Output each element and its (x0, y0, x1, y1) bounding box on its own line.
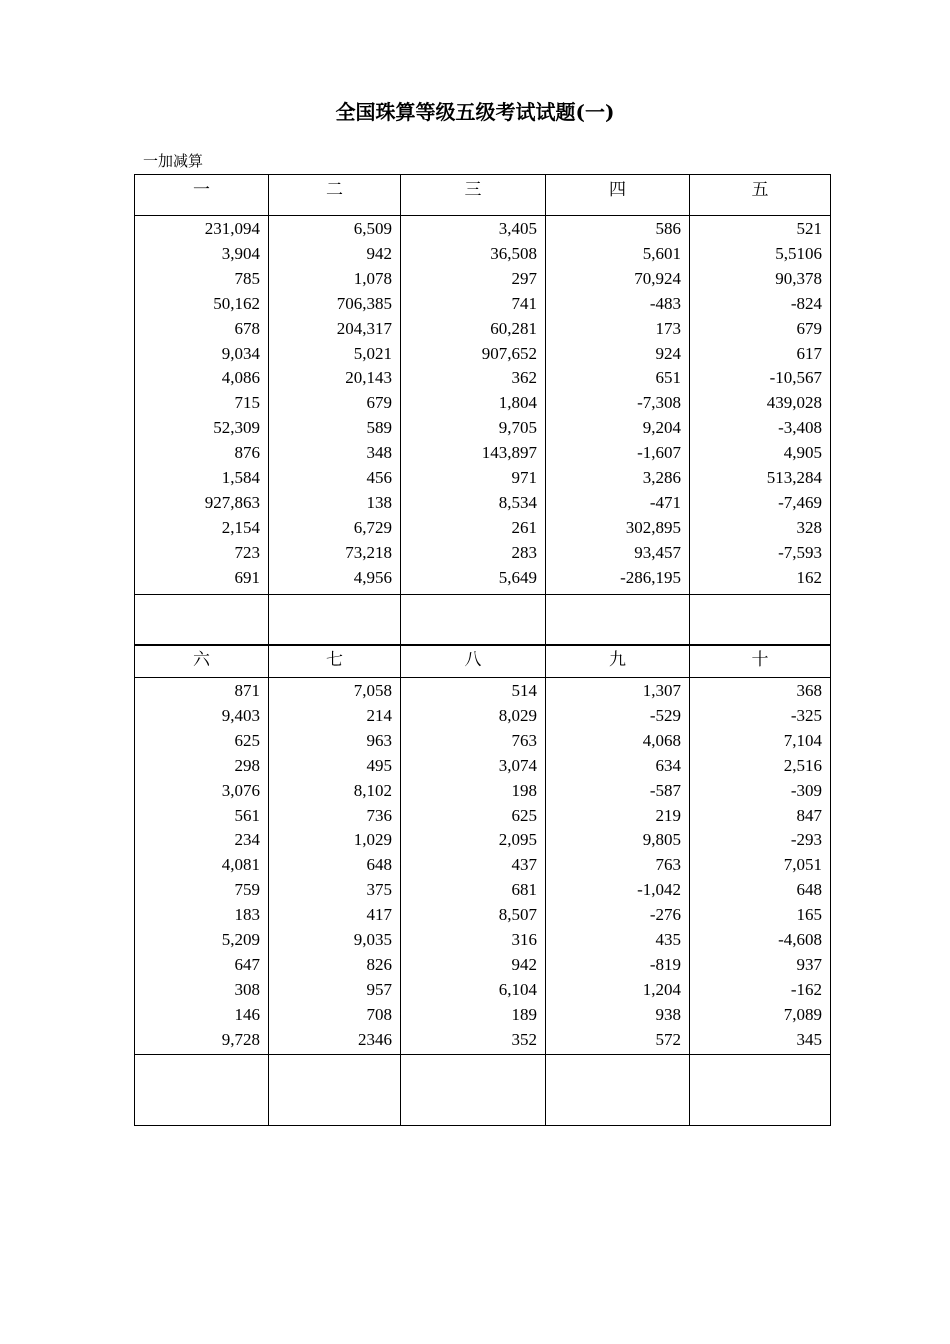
number-value: 5,649 (498, 567, 537, 587)
number-value: -10,567 (769, 368, 822, 388)
number-value: 8,102 (353, 780, 392, 800)
exam-table-2 (134, 644, 831, 1126)
number-value: 165 (796, 905, 822, 925)
number-value: 204,317 (336, 318, 392, 338)
number-value: 514 (511, 681, 537, 700)
column-header: 八 (401, 645, 546, 678)
answer-cell[interactable] (135, 595, 269, 646)
number-value: 2,095 (498, 830, 537, 850)
number-value: 9,403 (221, 705, 260, 725)
numbers-row (135, 216, 831, 595)
number-value: 937 (796, 954, 822, 974)
number-value: 759 (234, 880, 260, 900)
answer-row (135, 1055, 831, 1126)
answer-cell[interactable] (546, 1055, 690, 1126)
number-value: 7,104 (783, 730, 822, 750)
number-value: -819 (649, 954, 681, 974)
exam-table-1 (134, 174, 831, 646)
answer-cell[interactable] (269, 1055, 401, 1126)
number-value: 723 (234, 542, 260, 562)
number-value: 146 (234, 1004, 260, 1024)
number-value: -7,593 (778, 542, 822, 562)
number-value: 189 (511, 1004, 537, 1024)
number-value: -1,042 (637, 880, 681, 900)
number-value: 417 (366, 905, 392, 925)
number-value: 437 (511, 855, 537, 875)
number-value: 9,035 (353, 930, 392, 950)
number-value: 173 (655, 318, 681, 338)
number-value: 3,904 (221, 243, 260, 263)
number-column (269, 216, 401, 595)
number-column (135, 216, 269, 595)
number-value: 231,094 (204, 219, 260, 238)
number-value: 513,284 (766, 468, 822, 488)
answer-cell[interactable] (690, 595, 831, 646)
number-value: -587 (649, 780, 681, 800)
number-value: -286,195 (620, 567, 681, 587)
answer-cell[interactable] (401, 595, 546, 646)
number-value: 143,897 (481, 443, 537, 463)
number-value: 3,405 (498, 219, 537, 238)
number-value: 283 (511, 542, 537, 562)
number-value: 924 (655, 343, 681, 363)
column-header: 七 (269, 645, 401, 678)
number-value: 681 (511, 880, 537, 900)
column-header: 一 (135, 175, 269, 216)
number-value: -325 (790, 705, 822, 725)
number-value: 352 (511, 1029, 537, 1049)
number-value: 2346 (358, 1029, 392, 1049)
number-value: 6,509 (353, 219, 392, 238)
number-value: 7,089 (783, 1004, 822, 1024)
number-value: 308 (234, 979, 260, 999)
number-value: 617 (796, 343, 822, 363)
number-value: 927,863 (204, 492, 260, 512)
number-value: 70,924 (634, 268, 681, 288)
number-value: -529 (649, 705, 681, 725)
number-value: 847 (796, 805, 822, 825)
number-value: 6,104 (498, 979, 537, 999)
number-value: 435 (655, 930, 681, 950)
number-value: 214 (366, 705, 392, 725)
number-value: 521 (796, 219, 822, 238)
number-value: -7,469 (778, 492, 822, 512)
number-column (690, 216, 831, 595)
number-value: -1,607 (637, 443, 681, 463)
number-value: 785 (234, 268, 260, 288)
number-column (401, 678, 546, 1055)
number-value: -293 (790, 830, 822, 850)
number-value: 456 (366, 468, 392, 488)
number-value: 4,086 (221, 368, 260, 388)
number-value: 316 (511, 930, 537, 950)
column-header: 五 (690, 175, 831, 216)
number-value: 297 (511, 268, 537, 288)
number-column (269, 678, 401, 1055)
number-value: 957 (366, 979, 392, 999)
number-value: 679 (366, 393, 392, 413)
number-value: 6,729 (353, 517, 392, 537)
number-value: 162 (796, 567, 822, 587)
number-value: 9,204 (642, 418, 681, 438)
number-value: 826 (366, 954, 392, 974)
number-value: -276 (649, 905, 681, 925)
header-row (135, 645, 831, 678)
number-value: 1,804 (498, 393, 537, 413)
number-value: 561 (234, 805, 260, 825)
answer-cell[interactable] (401, 1055, 546, 1126)
number-value: 691 (234, 567, 260, 587)
number-value: 4,905 (783, 443, 822, 463)
number-value: 368 (796, 681, 822, 700)
number-value: 634 (655, 755, 681, 775)
number-value: -309 (790, 780, 822, 800)
number-value: 715 (234, 393, 260, 413)
number-value: 7,058 (353, 681, 392, 700)
number-value: 138 (366, 492, 392, 512)
column-header: 十 (690, 645, 831, 678)
number-value: 876 (234, 443, 260, 463)
number-value: 1,078 (353, 268, 392, 288)
number-column (546, 216, 690, 595)
number-value: 763 (511, 730, 537, 750)
number-value: 348 (366, 443, 392, 463)
number-value: 90,378 (775, 268, 822, 288)
number-value: 36,508 (490, 243, 537, 263)
number-column (135, 678, 269, 1055)
number-value: 625 (511, 805, 537, 825)
number-column (401, 216, 546, 595)
number-value: 5,601 (642, 243, 681, 263)
number-value: 73,218 (345, 542, 392, 562)
number-value: 183 (234, 905, 260, 925)
number-value: 648 (366, 855, 392, 875)
number-value: 4,081 (221, 855, 260, 875)
number-value: 963 (366, 730, 392, 750)
number-value: -824 (790, 293, 822, 313)
answer-cell[interactable] (690, 1055, 831, 1126)
number-value: 942 (366, 243, 392, 263)
number-value: 4,956 (353, 567, 392, 587)
number-value: 708 (366, 1004, 392, 1024)
number-value: 589 (366, 418, 392, 438)
number-value: 345 (796, 1029, 822, 1049)
number-value: 5,209 (221, 930, 260, 950)
number-value: 9,705 (498, 418, 537, 438)
number-value: 1,307 (642, 681, 681, 700)
number-value: 9,805 (642, 830, 681, 850)
number-value: 648 (796, 880, 822, 900)
number-value: 3,074 (498, 755, 537, 775)
number-value: 328 (796, 517, 822, 537)
number-value: 1,584 (221, 468, 260, 488)
number-value: 736 (366, 805, 392, 825)
numbers-row (135, 678, 831, 1055)
column-header: 六 (135, 645, 269, 678)
answer-row (135, 595, 831, 646)
answer-cell[interactable] (546, 595, 690, 646)
number-value: -471 (649, 492, 681, 512)
number-value: 362 (511, 368, 537, 388)
number-value: 938 (655, 1004, 681, 1024)
number-value: 2,154 (221, 517, 260, 537)
column-header: 二 (269, 175, 401, 216)
number-value: 1,029 (353, 830, 392, 850)
number-value: 93,457 (634, 542, 681, 562)
number-value: 706,385 (336, 293, 392, 313)
number-value: 198 (511, 780, 537, 800)
number-value: 8,029 (498, 705, 537, 725)
number-value: 651 (655, 368, 681, 388)
column-header: 四 (546, 175, 690, 216)
number-value: -4,608 (778, 930, 822, 950)
header-row (135, 175, 831, 216)
number-value: 234 (234, 830, 260, 850)
number-value: 8,507 (498, 905, 537, 925)
number-column (690, 678, 831, 1055)
number-value: 60,281 (490, 318, 537, 338)
number-value: 302,895 (625, 517, 681, 537)
number-value: 3,286 (642, 468, 681, 488)
number-value: 219 (655, 805, 681, 825)
section-label: 一加减算 (143, 152, 204, 170)
number-column (546, 678, 690, 1055)
number-value: 5,5106 (775, 243, 822, 263)
number-value: 3,076 (221, 780, 260, 800)
number-value: -7,308 (637, 393, 681, 413)
number-value: 439,028 (766, 393, 822, 413)
number-value: 261 (511, 517, 537, 537)
number-value: 942 (511, 954, 537, 974)
answer-cell[interactable] (135, 1055, 269, 1126)
number-value: -162 (790, 979, 822, 999)
number-value: 5,021 (353, 343, 392, 363)
number-value: 20,143 (345, 368, 392, 388)
number-value: 50,162 (213, 293, 260, 313)
number-value: 52,309 (213, 418, 260, 438)
number-value: 7,051 (783, 855, 822, 875)
number-value: -3,408 (778, 418, 822, 438)
number-value: 572 (655, 1029, 681, 1049)
number-value: 625 (234, 730, 260, 750)
number-value: 495 (366, 755, 392, 775)
number-value: -483 (649, 293, 681, 313)
number-value: 763 (655, 855, 681, 875)
number-value: 586 (655, 219, 681, 238)
number-value: 2,516 (783, 755, 822, 775)
number-value: 647 (234, 954, 260, 974)
number-value: 298 (234, 755, 260, 775)
number-value: 871 (234, 681, 260, 700)
number-value: 1,204 (642, 979, 681, 999)
column-header: 九 (546, 645, 690, 678)
number-value: 741 (511, 293, 537, 313)
number-value: 375 (366, 880, 392, 900)
number-value: 679 (796, 318, 822, 338)
number-value: 678 (234, 318, 260, 338)
page-title: 全国珠算等级五级考试试题(一) (335, 100, 615, 124)
number-value: 9,728 (221, 1029, 260, 1049)
column-header: 三 (401, 175, 546, 216)
number-value: 9,034 (221, 343, 260, 363)
answer-cell[interactable] (269, 595, 401, 646)
number-value: 4,068 (642, 730, 681, 750)
number-value: 8,534 (498, 492, 537, 512)
number-value: 907,652 (481, 343, 537, 363)
number-value: 971 (511, 468, 537, 488)
